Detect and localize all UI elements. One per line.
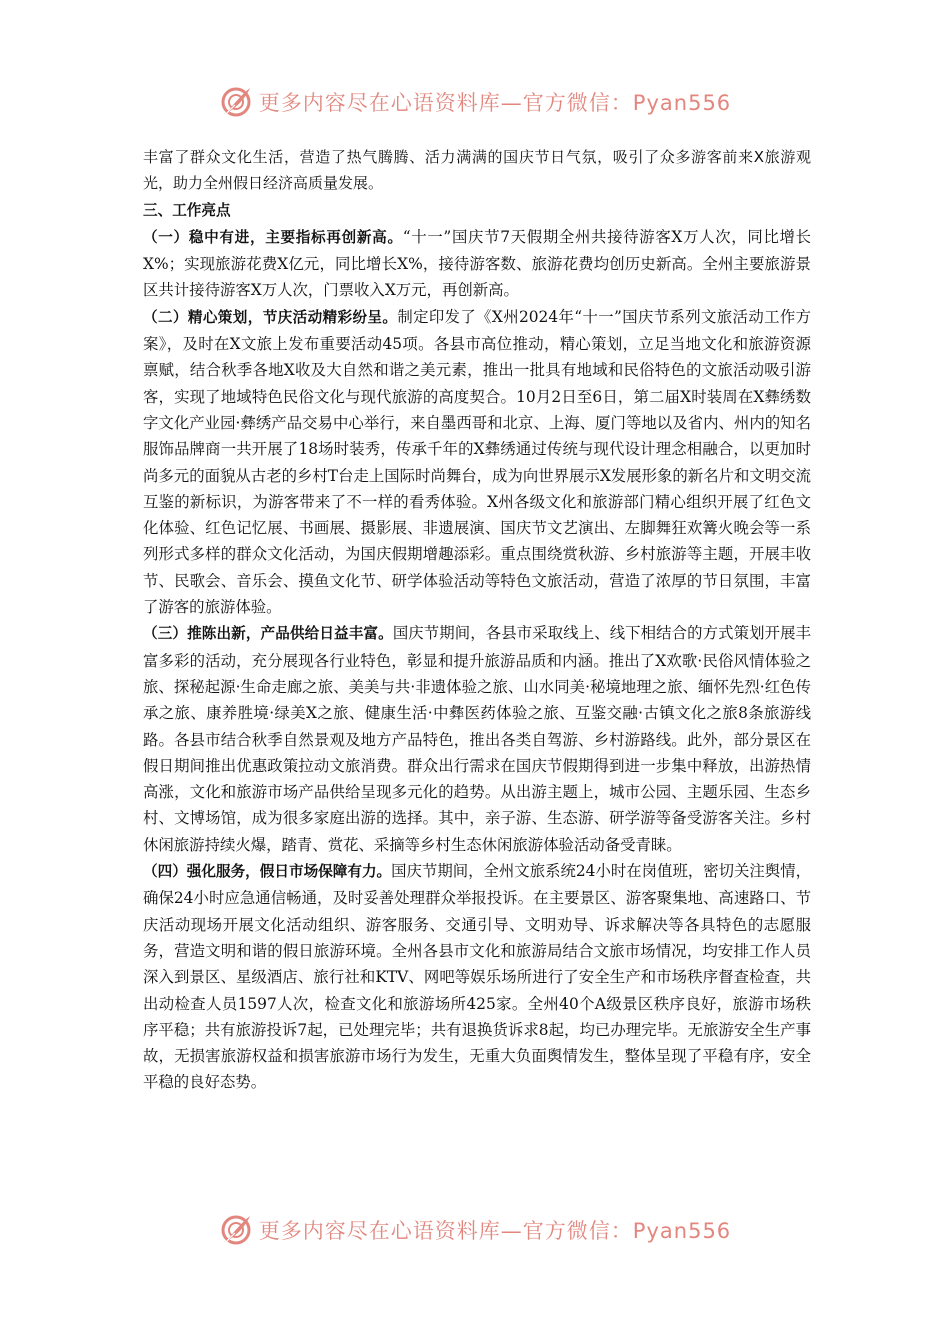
paragraph-body: 制定印发了《X州2024年“十一”国庆节系列文旅活动工作方案》，及时在X文旅上发布重要活动45项。各县市高位推动，精心策划，立足当地文化和旅游资源禀赋，结合秋季各地X收及大自然和谐之美元素，推出一批具有地域和民俗特色的文旅活动吸引游客，实现了地域特色民俗文化与现代旅游的高度契合。10月2日至6日，第二届X时装周在X彝绣数字文化产业园·彝绣产品交易中心举行，来自墨西哥和北京、上海、厦门等地以及省内、州内的知名服饰品牌商一共开展了18场时装秀，传承千年的X彝绣通过传统与现代设计理念相融合，以更加时尚多元的面貌从古老的乡村T台走上国际时尚舞台，成为向世界展示X发展形象的新名片和文明交流互鉴的新标识，为游客带来了不一样的看秀体验。X州各级文化和旅游部门精心组织开展了红色文化体验、红色记忆展、书画展、摄影展、非遗展演、国庆节文艺演出、左脚舞狂欢篝火晚会等一系列形式多样的群众文化活动，为国庆假期增趣添彩。重点围绕赏秋游、乡村旅游等主题，开展丰收节、民歌会、音乐会、摸鱼文化节、研学体验活动等特色文旅活动，营造了浓厚的节日氛围，丰富了游客的旅游体验。: [143, 307, 811, 617]
paragraph-lead: （三）推陈出新，产品供给日益丰富。: [143, 625, 393, 643]
paragraph-lead: （二）精心策划，节庆活动精彩纷呈。: [143, 308, 398, 326]
watermark-text: 更多内容尽在心语资料库—官方微信：Pyan556: [258, 91, 732, 115]
paragraph-body: “十一”国庆节7天假期全州共接待游客X万人次，同比增长X%；实现旅游花费X亿元，同比增长X%，接待游客数、旅游花费均创历史新高。全州主要旅游景区共计接待游客X万人次，门票收入X万元，再创新高。: [143, 227, 811, 300]
document-body: [143, 144, 811, 1096]
quill-logo-icon: [219, 1213, 253, 1247]
paragraph-body: 国庆节期间，全州文旅系统24小时在岗值班，密切关注舆情，确保24小时应急通信畅通，及时妥善处理群众举报投诉。在主要景区、游客聚集地、高速路口、节庆活动现场开展文化活动组织、游客服务、交通引导、文明劝导、诉求解决等各具特色的志愿服务，营造文明和谐的假日旅游环境。全州各县市文化和旅游局结合文旅市场情况，均安排工作人员深入到景区、星级酒店、旅行社和KTV、网吧等娱乐场所进行了安全生产和市场秩序督查检查，共出动检查人员1597人次，检查文化和旅游场所425家。全州40个A级景区秩序良好，旅游市场秩序平稳；共有旅游投诉7起，已处理完毕；共有退换货诉求8起，均已办理完毕。无旅游安全生产事故，无损害旅游权益和损害旅游市场行为发生，无重大负面舆情发生，整体呈现了平稳有序，安全平稳的良好态势。: [143, 862, 811, 1092]
paragraph-lead: （四）强化服务，假日市场保障有力。: [143, 863, 392, 881]
header-watermark-banner: [0, 80, 950, 124]
watermark-text: 更多内容尽在心语资料库—官方微信：Pyan556: [258, 1219, 732, 1243]
highlight-paragraph-1: [143, 224, 811, 304]
section-heading: [143, 197, 811, 224]
paragraph-lead: （一）稳中有进，主要指标再创新高。: [143, 228, 403, 246]
quill-logo-icon: [219, 85, 253, 119]
section-title: 三、工作亮点: [143, 201, 231, 219]
intro-paragraph: 丰富了群众文化生活，营造了热气腾腾、活力满满的国庆节日气氛，吸引了众多游客前来X旅游观光，助力全州假日经济高质量发展。: [143, 148, 811, 193]
highlight-paragraph-2: [143, 304, 811, 621]
highlight-paragraph-3: [143, 620, 811, 858]
footer-watermark-banner: [0, 1208, 950, 1252]
highlight-paragraph-4: [143, 858, 811, 1096]
paragraph-body: 国庆节期间，各县市采取线上、线下相结合的方式策划开展丰富多彩的活动，充分展现各行业特色，彰显和提升旅游品质和内涵。推出了X欢歌·民俗风情体验之旅、探秘起源·生命走廊之旅、美美与共·非遗体验之旅、山水同美·秘境地理之旅、缅怀先烈·红色传承之旅、康养胜境·绿美X之旅、健康生活·中彝医药体验之旅、互鉴交融·古镇文化之旅8条旅游线路。各县市结合秋季自然景观及地方产品特色，推出各类自驾游、乡村游路线。此外，部分景区在假日期间推出优惠政策拉动文旅消费。群众出行需求在国庆节假期得到进一步集中释放，出游热情高涨，文化和旅游市场产品供给呈现多元化的趋势。从出游主题上，城市公园、主题乐园、生态乡村、文博场馆，成为很多家庭出游的选择。其中，亲子游、生态游、研学游等备受游客关注。乡村休闲旅游持续火爆，踏青、赏花、采摘等乡村生态休闲旅游体验活动备受青睐。: [143, 624, 811, 854]
